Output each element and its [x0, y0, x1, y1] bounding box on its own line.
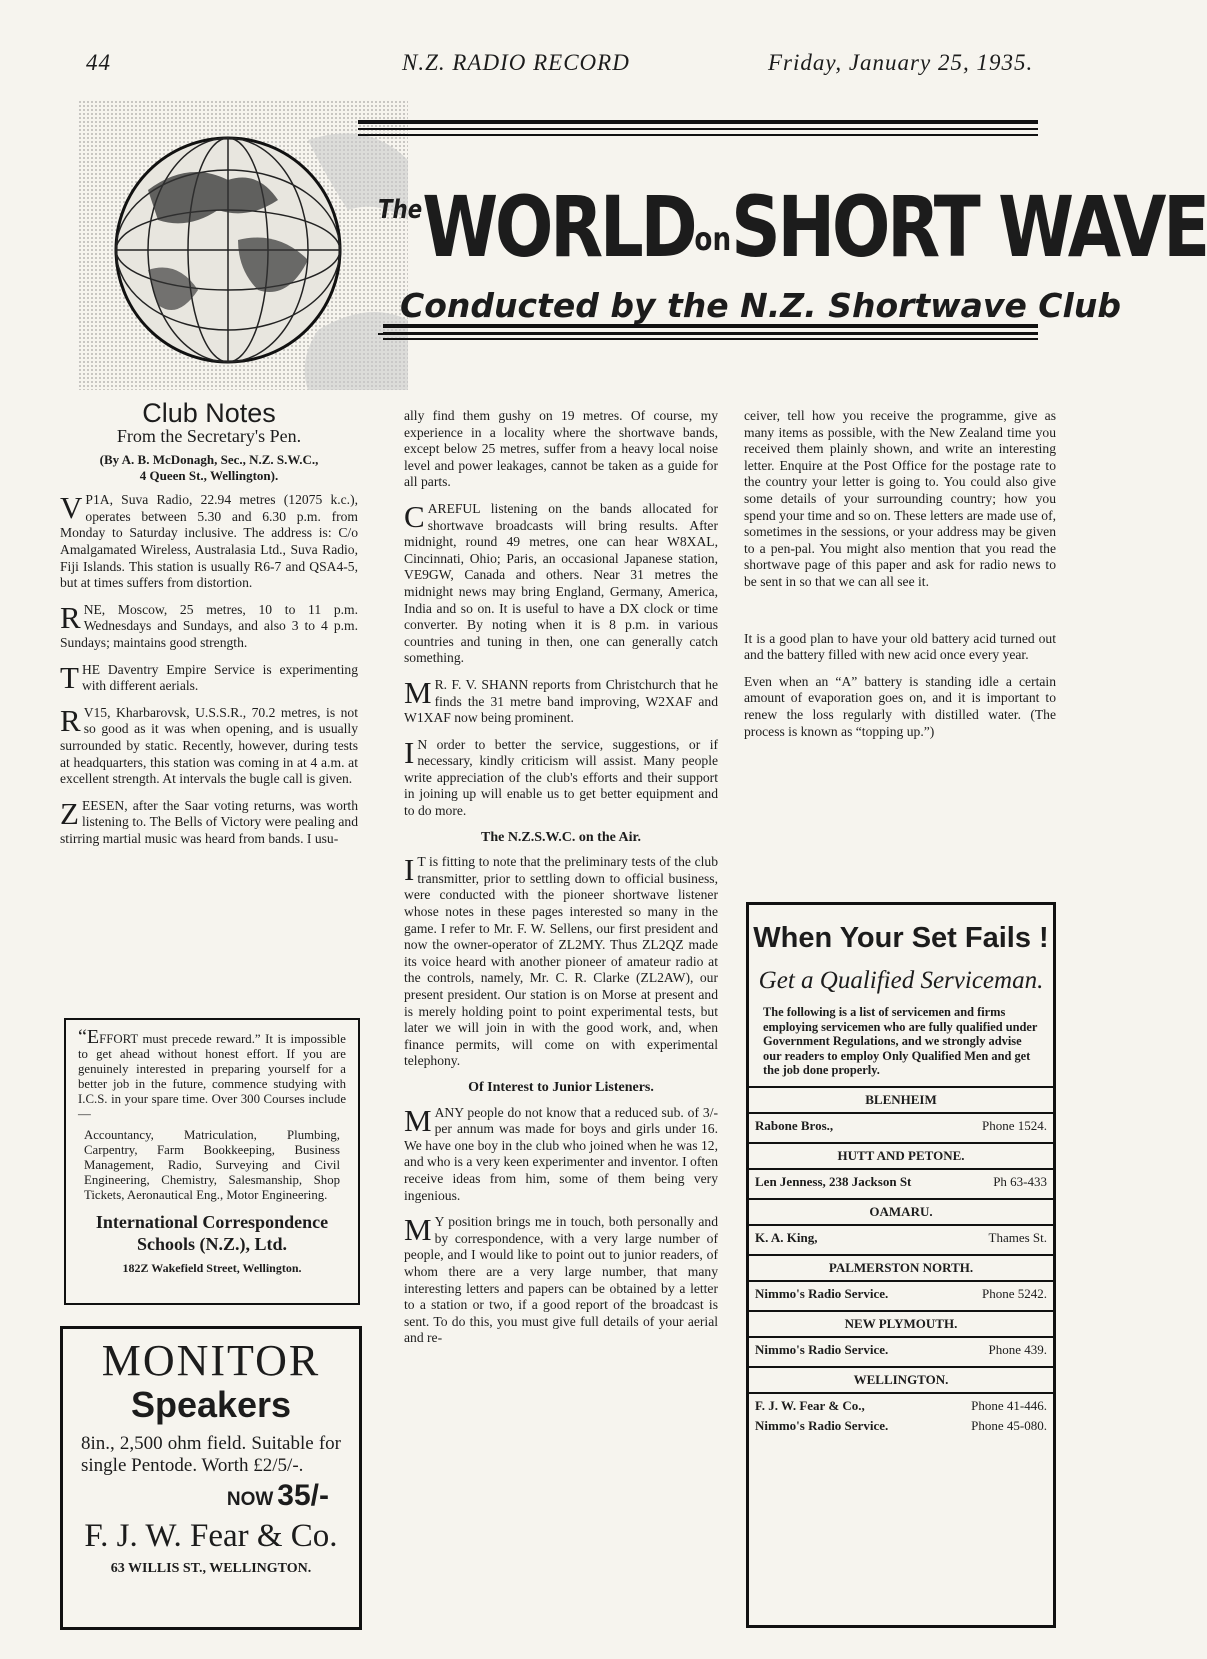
paragraph: R V15, Kharbarovsk, U.S.S.R., 70.2 metres, is not so good as it was when opening, and is usually surrounded by static. Recently, however, during tests at headquarters, this station was coming in at 4 a.m. at excellent strength. At intervals the bugle call is given. [60, 702, 358, 787]
ics-advertisement [64, 1018, 360, 1305]
byline-line-1: (By A. B. McDonagh, Sec., N.Z. S.W.C., [99, 452, 319, 468]
publication-name: N.Z. RADIO RECORD [402, 50, 630, 75]
byline [60, 452, 358, 484]
service-entry-name: Len Jenness, 238 Jackson St [755, 1173, 912, 1189]
service-entry-phone: Thames St. [988, 1229, 1047, 1245]
service-entry [749, 1226, 1053, 1246]
monitor-now-label: NOW [226, 1489, 274, 1510]
club-notes-subtitle: From the Secretary's Pen. [116, 425, 302, 446]
region-heading: HUTT AND PETONE. [749, 1142, 1053, 1170]
drop-cap: Z [60, 795, 79, 831]
paragraph: RNE, Moscow, 25 metres, 10 to 11 p.m. Wednesdays and Sundays, and also 3 to 4 p.m. Sundays; maintains good strength. [60, 599, 358, 650]
serviceman-advertisement [746, 902, 1056, 1628]
serviceman-list [749, 1086, 1053, 1434]
paragraph: I T is fitting to note that the preliminary tests of the club transmitter, prior to settling down to official business, were conducted with the pioneer shortwave listener whose notes in these pages interested so many in the game. I refer to Mr. F. W. Sellens, our first president and now the owner-operator of ZL2MY. Thus ZL2QZ made its voice heard with another pioneer of amateur radio at the controls, namely, Mr. C. R. Clarke (ZL2AW), our present president. Our station is on Morse at present and is merely holding point to point experimental tests, but later we will join in with the good work, and, when finance permits, will come on with experimental telephony. [404, 852, 718, 1069]
region-heading: PALMERSTON NORTH. [749, 1254, 1053, 1282]
service-entry [749, 1394, 1053, 1414]
serviceman-heading: When Your Set Fails ! [753, 922, 1049, 954]
section-heading: Of Interest to Junior Listeners. [468, 1079, 654, 1095]
region-heading: NEW PLYMOUTH. [749, 1310, 1053, 1338]
paragraph: M R. F. V. SHANN reports from Christchurch that he finds the 31 metre band improving, W2XAF and W1XAF now being prominent. [404, 674, 718, 726]
title-on: on [694, 220, 732, 258]
monitor-title: MONITOR [101, 1336, 321, 1385]
service-entry [749, 1114, 1053, 1134]
title-world: WORLD [422, 178, 695, 276]
ics-courses: Accountancy, Matriculation, Plumbing, Carpentry, Farm Bookkeeping, Business Management, Radio, Surveying and Civil Engineering, Chemistry, Salesmanship, Shop Tickets, Aeronautical Eng., Motor Engineering. [84, 1128, 340, 1202]
region-heading: WELLINGTON. [749, 1366, 1053, 1394]
paragraph: I N order to better the service, suggestions, or if necessary, kindly criticism will assist. Many people write appreciation of the club's efforts and their support in joining up will enable us to get better equipment and to do more. [404, 734, 718, 819]
page-number: 44 [86, 50, 111, 75]
monitor-subtitle: Speakers [130, 1384, 292, 1425]
ics-address: 182Z Wakefield Street, Wellington. [122, 1261, 302, 1275]
title-the: The [378, 195, 423, 225]
drop-cap: M [404, 1212, 432, 1248]
monitor-price [63, 1479, 359, 1513]
column-2 [404, 408, 718, 1357]
drop-cap: I [404, 852, 415, 888]
drop-cap: M [404, 674, 432, 710]
monitor-company: F. J. W. Fear & Co. [84, 1518, 338, 1554]
title-short-wave: SHORT WAVE [731, 178, 1207, 276]
byline-line-2: 4 Queen St., Wellington). [139, 468, 279, 484]
drop-cap: M [404, 1102, 432, 1138]
monitor-description: 8in., 2,500 ohm field. Suitable for single Pentode. Worth £2/5/-. [81, 1433, 341, 1476]
paragraph: It is a good plan to have your old battery acid turned out and the battery filled with new acid once every year. [744, 630, 1056, 663]
drop-cap: C [404, 498, 425, 534]
service-entry-name: K. A. King, [755, 1229, 818, 1245]
service-entry-phone: Phone 45-080. [971, 1417, 1047, 1433]
service-entry-name: Rabone Bros., [755, 1117, 834, 1133]
ics-lead: “EFFORT must precede reward.” It is impossible to get ahead without honest effort. If you are genuinely interested in preparing yourself for a better job in the future, commence studying with I.C.S. in your spare time. Over 300 Courses include— [78, 1026, 346, 1121]
service-entry-phone: Phone 439. [988, 1341, 1047, 1357]
serviceman-intro: The following is a list of servicemen and firms employing servicemen who are fully qualified under Government Regulations, and we strongly advise our readers to employ Only Qualified Men and get the job done properly. [763, 1005, 1038, 1078]
column-3 [744, 408, 1056, 750]
monitor-price-amount: 35/- [277, 1479, 329, 1512]
column-1 [60, 398, 358, 857]
service-entry-phone: Phone 5242. [982, 1285, 1047, 1301]
monitor-address: 63 WILLIS ST., WELLINGTON. [110, 1561, 312, 1576]
paragraph: ally find them gushy on 19 metres. Of course, my experience in a locality where the shortwave bands, except below 25 metres, suffer from a heavy local noise level and power leakages, cannot be taken as a guide for all parts. [404, 408, 718, 490]
section-heading: The N.Z.S.W.C. on the Air. [480, 829, 641, 845]
drop-cap: R [60, 702, 81, 738]
service-entry-phone: Ph 63-433 [993, 1173, 1047, 1189]
paragraph: ZEESEN, after the Saar voting returns, was worth listening to. The Bells of Victory were pealing and stirring martial music was heard from bands. I usu- [60, 795, 358, 846]
monitor-advertisement [60, 1326, 362, 1630]
service-entry [749, 1282, 1053, 1302]
drop-cap: T [60, 659, 79, 695]
banner-title [378, 140, 1207, 280]
drop-cap: V [60, 490, 83, 526]
paragraph: CAREFUL listening on the bands allocated for shortwave broadcasts will bring results. After midnight, round 49 metres, one can hear W8XAL, Cincinnati, Ohio; Paris, an occasional Japanese station, VE9GW, Canada and others. Near 31 metres the midnight news may bring England, Germany, America, India and so on. It is useful to have a DX clock or time converter. By noting when it is 8 p.m. in various countries and tuning in then, one can generally catch something. [404, 498, 718, 666]
paragraph: M Y position brings me in touch, both personally and by correspondence, with a very large number of people, and I would like to point out to junior readers, of whom there are a very large number, that many interesting letters and papers can be obtained by a letter to a station or two, if a good report of the broadcast is sent. To do this, you must give full details of your aerial and re- [404, 1212, 718, 1346]
club-notes-title: Club Notes [142, 398, 276, 428]
paragraph: ceiver, tell how you receive the programme, give as many items as possible, with the New Zealand time you received them plainly shown, and write an interesting letter. Enquire at the Post Office for the postage rate to the country your letter is going to. You could also give some details of your surrounding country; how you spend your time and so on. These letters are made use of, sometimes in the sessions, or your address may be given to a pen-pal. You might also mention that you read the shortwave page of this paper and ask for radio news to be sent in so that we can all see it. [744, 408, 1056, 589]
paragraph: Even when an “A” battery is standing idle a certain amount of evaporation goes on, and it is important to renew the loss regularly with distilled water. (The process is known as “topping up.”) [744, 673, 1056, 739]
service-entry-name: Nimmo's Radio Service. [755, 1341, 889, 1357]
service-entry-name: Nimmo's Radio Service. [755, 1285, 889, 1301]
globe-illustration [78, 100, 408, 390]
region-heading: BLENHEIM [749, 1086, 1053, 1114]
paragraph: V P1A, Suva Radio, 22.94 metres (12075 k.c.), operates between 5.30 and 6.30 p.m. from Monday to Saturday inclusive. The address is: C/o Amalgamated Wireless, Australasia Ltd., Suva Radio, Fiji Islands. This station is usually R6-7 and QSA4-5, but at times suffers from distortion. [60, 490, 358, 591]
ics-name: International Correspondence Schools (N.Z.), Ltd. [95, 1212, 329, 1254]
banner-subtitle: Conducted by the N.Z. Shortwave Club [400, 286, 1121, 325]
service-entry-name: Nimmo's Radio Service. [755, 1417, 889, 1433]
paragraph: MANY people do not know that a reduced sub. of 3/- per annum was made for boys and girls under 16. We have one boy in the club who joined when he was 12, and who is a very keen experimenter and inventor. I often receive ideas from him, some of them being very ingenious. [404, 1102, 718, 1203]
service-entry [749, 1170, 1053, 1190]
service-entry [749, 1414, 1053, 1434]
region-heading: OAMARU. [749, 1198, 1053, 1226]
serviceman-subheading: Get a Qualified Serviceman. [758, 967, 1044, 994]
service-entry-phone: Phone 1524. [982, 1117, 1047, 1133]
service-entry-phone: Phone 41-446. [971, 1397, 1047, 1413]
drop-cap: R [60, 599, 81, 635]
paragraph: THE Daventry Empire Service is experimenting with different aerials. [60, 659, 358, 695]
issue-date: Friday, January 25, 1935. [768, 50, 1034, 75]
service-entry [749, 1338, 1053, 1358]
service-entry-name: F. J. W. Fear & Co., [755, 1397, 865, 1413]
ics-drop-cap: “E [78, 1026, 100, 1048]
drop-cap: I [404, 734, 415, 770]
